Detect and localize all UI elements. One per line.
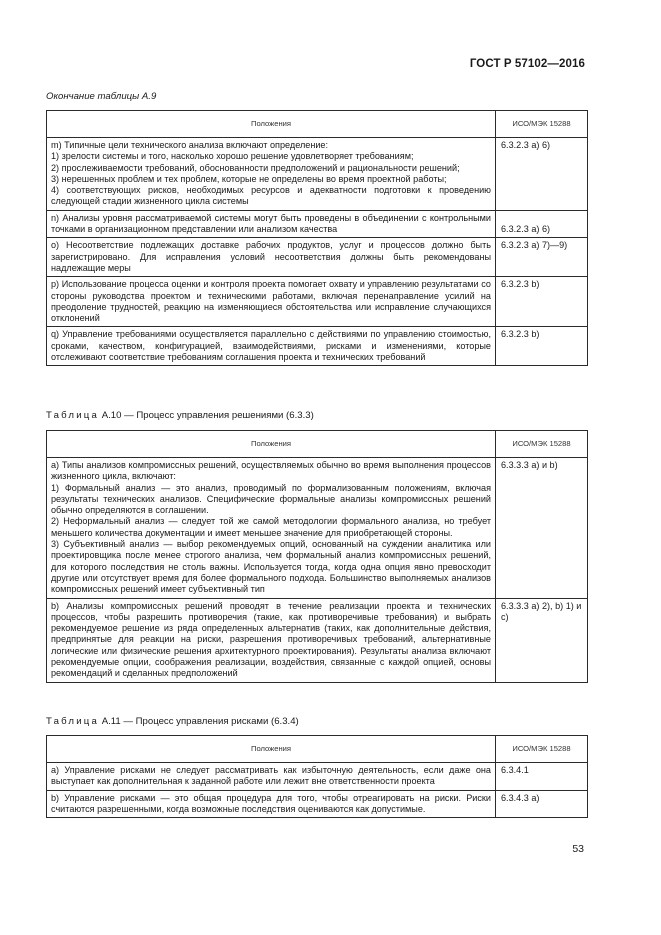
column-header-provisions: Положения — [47, 431, 496, 458]
column-header-provisions: Положения — [47, 111, 496, 138]
iso-reference: 6.3.2.3 b) — [496, 327, 588, 366]
column-header-provisions: Положения — [47, 736, 496, 763]
iso-reference: 6.3.4.1 — [496, 763, 588, 791]
provision-line: а) Типы анализов компромиссных решений, осуществляемых обычно во время выполнения процессов жизненного цикла, включают: — [51, 460, 491, 482]
table-row — [47, 763, 588, 791]
caption-text: А.10 — Процесс управления решениями (6.3.3) — [101, 410, 314, 421]
iso-reference: 6.3.2.3 а) 6) — [496, 210, 588, 238]
provision-line: 4) соответствующих рисков, необходимых ресурсов и адекватности подготовки к проведению следующей стадии жизненного цикла системы — [51, 185, 491, 207]
table-row — [47, 327, 588, 366]
caption-prefix: Таблица — [46, 716, 100, 727]
provision-cell — [47, 138, 496, 211]
table-a11-caption — [46, 716, 299, 727]
iso-reference: 6.3.4.3 а) — [496, 790, 588, 818]
provision-cell: b) Управление рисками — это общая процедура для того, чтобы отреагировать на риски. Риски считаются разрешенными, когда возможные последствия оцениваются как допустимые. — [47, 790, 496, 818]
provision-cell: о) Несоответствие подлежащих доставке рабочих продуктов, услуг и процессов должно быть зарегистрировано. Для исправления условий несоответствия должны быть рекомендованы надлежащие меры — [47, 238, 496, 277]
column-header-iso: ИСО/МЭК 15288 — [496, 431, 588, 458]
provision-cell — [47, 458, 496, 599]
iso-reference: 6.3.2.3 а) 6) — [496, 138, 588, 211]
table-row — [47, 210, 588, 238]
provision-line: 3) Субъективный анализ — выбор рекомендуемых опций, основанный на суждении аналитика или проектировщика после менее строгого анализа, чем формальный анализ компромиссных решений, для которого последствия не столь важны. Используется тогда, когда одна опция явно превосходит другие или отсутствует время для более формального подхода. Большинство выполняемых анализов компромиссных решений имеет субъективный тип — [51, 539, 491, 595]
table-row — [47, 277, 588, 327]
provision-cell: а) Управление рисками не следует рассматривать как избыточную деятельность, если даже она выступает как дополнительная к заданной работе или лежит вне ответственности проекта — [47, 763, 496, 791]
document-standard-header: ГОСТ Р 57102—2016 — [469, 58, 585, 70]
table-row — [47, 138, 588, 211]
column-header-iso: ИСО/МЭК 15288 — [496, 111, 588, 138]
provision-cell: q) Управление требованиями осуществляется параллельно с действиями по управлению стоимостью, сроками, качеством, конфигурацией, взаимодействиями, рисками и изменениями, которые отслеживают соответствие требованиям соглашения проекта и технических требований — [47, 327, 496, 366]
table-a10-caption — [46, 410, 314, 421]
table-row — [47, 598, 588, 682]
table-row — [47, 790, 588, 818]
table-a10 — [46, 430, 588, 683]
page-number: 53 — [572, 843, 584, 855]
iso-reference: 6.3.2.3 b) — [496, 277, 588, 327]
provision-line: 1) зрелости системы и того, насколько хорошо решение удовлетворяет требованиям; — [51, 151, 414, 162]
provision-line: 3) нерешенных проблем и тех проблем, которые не определены во время проектной работы; — [51, 173, 447, 184]
table-a9 — [46, 110, 588, 366]
table-row — [47, 458, 588, 599]
provision-line: 1) Формальный анализ — это анализ, проводимый по формализованным положениям, включая результаты технических анализов. Специфические формальные анализы компромиссных решений обычно определяются в соглашении. — [51, 482, 491, 516]
provision-line: 2) прослеживаемости требований, обоснованности предположений и рациональности решений; — [51, 162, 460, 173]
caption-text: А.11 — Процесс управления рисками (6.3.4) — [101, 716, 299, 727]
iso-reference: 6.3.3.3 а) 2), b) 1) и с) — [496, 598, 588, 682]
provision-cell: р) Использование процесса оценки и контроля проекта помогает охвату и управлению результатами со стороны руководства проектом и техническими работами, включая перенаправление усилий на преодоление трудностей, реакцию на изменяющиеся обстоятельства или исправление случающихся отклонений — [47, 277, 496, 327]
provision-cell: n) Анализы уровня рассматриваемой системы могут быть проведены в объединении с контрольными точками в организационном представлении или анализом качества — [47, 210, 496, 238]
caption-prefix: Таблица — [46, 410, 100, 421]
iso-reference: 6.3.2.3 а) 7)—9) — [496, 238, 588, 277]
table-row — [47, 238, 588, 277]
provision-line: 2) Неформальный анализ — следует той же самой методологии формального анализа, но требует меньшего количества документации и имеет меньшее значение для приобретающей стороны. — [51, 516, 491, 538]
column-header-iso: ИСО/МЭК 15288 — [496, 736, 588, 763]
provision-cell: b) Анализы компромиссных решений проводят в течение реализации проекта и технических процессов, чтобы разрешить противоречия (такие, как противоречивые требования) и выбрать рекомендуемое решение из ряда определенных альтернатив (таких, как дополнительные действия, предпринятые для реакции на риски, разрешения противоречивых требований, альтернативные логические или физические решения архитектурного проектирования). Результаты анализа включают рекомендуемые опции, соображения реализации, воздействия, связанные с каждой опцией, основы рекомендаций и сделанных предположений — [47, 598, 496, 682]
table-a9-caption: Окончание таблицы А.9 — [46, 91, 157, 102]
iso-reference: 6.3.3.3 а) и b) — [496, 458, 588, 599]
provision-line: m) Типичные цели технического анализа включают определение: — [51, 140, 329, 150]
table-a11 — [46, 735, 588, 818]
